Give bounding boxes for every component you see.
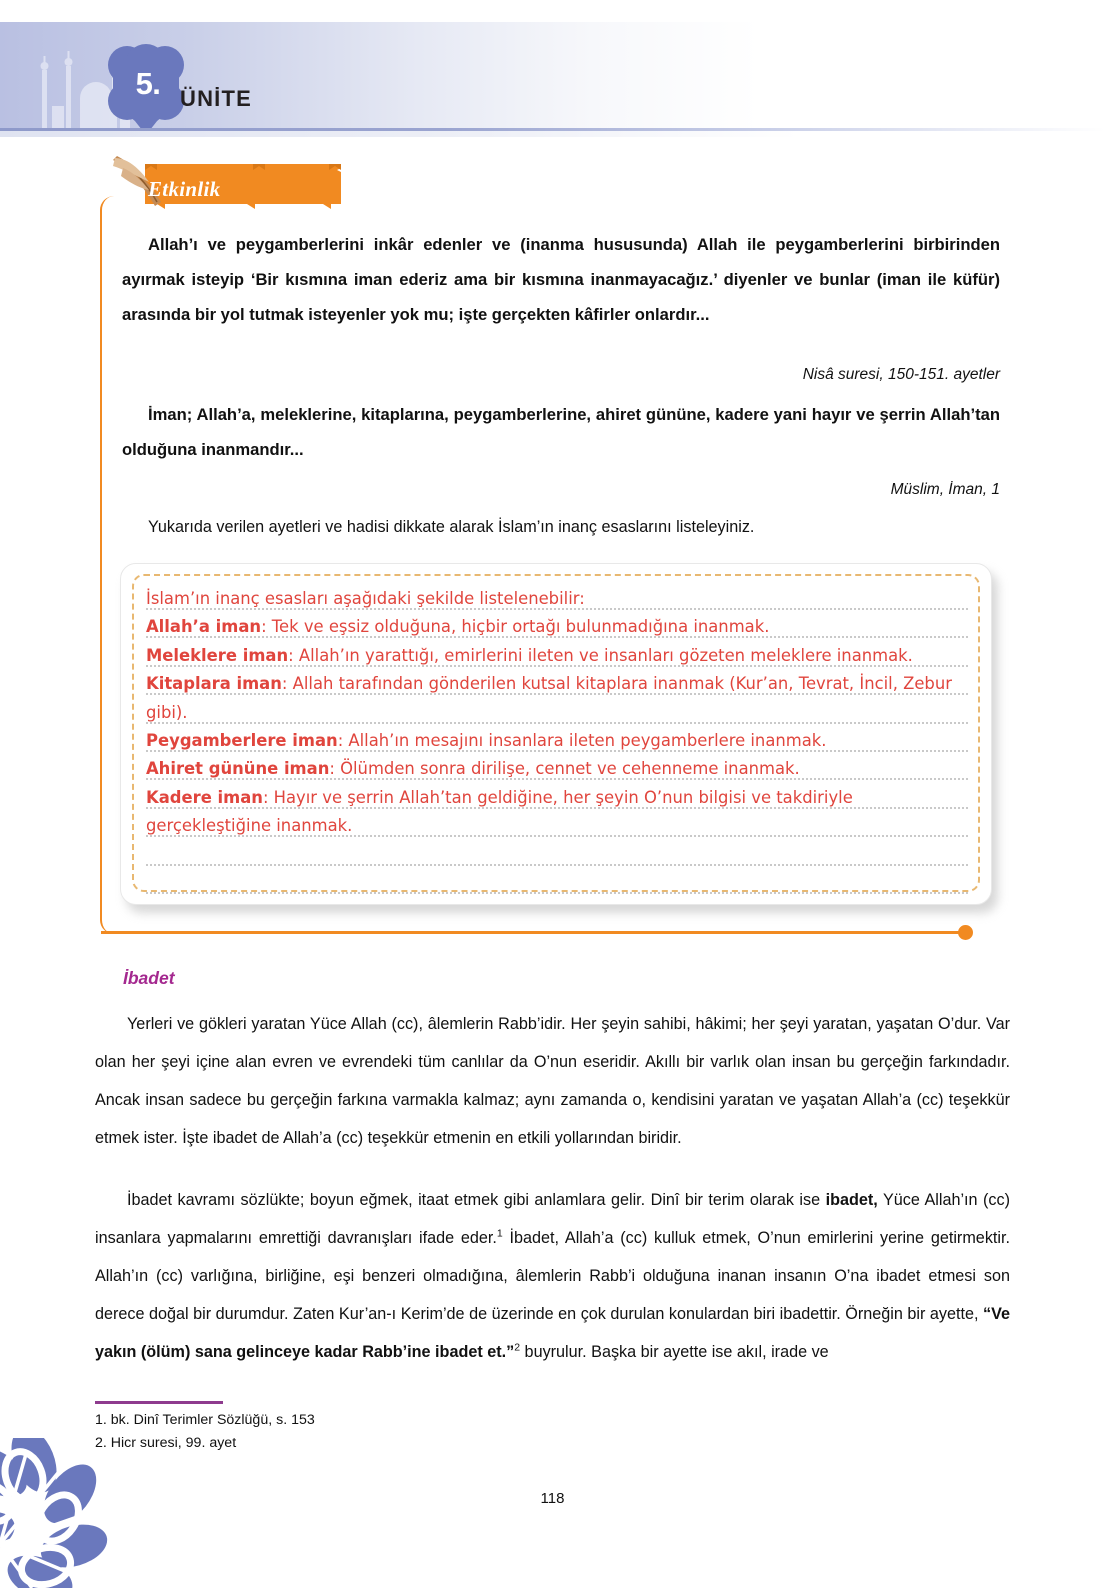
answer-list-item: Allah’a iman: Tek ve eşsiz olduğuna, hiçbir ortağı bulunmadığına inanmak. xyxy=(146,617,770,637)
answer-item-label: Ahiret gününe iman xyxy=(146,759,330,779)
term-ibadet: ibadet, xyxy=(825,1191,878,1209)
answer-list-item: Kitaplara iman: Allah tarafından gönderilen kutsal kitaplara inanmak (Kur’an, Tevrat, İncil, Zebur gibi). xyxy=(146,674,952,722)
body-paragraph-2: İbadet kavramı sözlükte; boyun eğmek, itaat etmek gibi anlamlara gelir. Dinî bir terim olarak ise ibadet, Yüce Allah’ın (cc) insanlara yapmalarını emrettiği davranışları ifade eder.$^1$ İbadet, Allah’a (cc) kulluk etmek, O’nun emirlerini yerine getirmektir. Allah’ın (cc) varlığına, birliğine, eşi benzeri olmadığına, âlemlerin Rabb’i olduğuna inanan insanın O’na ibadet etmesi son derece doğal bir durumdur. Zaten Kur’an-ı Kerim’de de üzerinde en çok durulan konulardan biri ibadettir. Örneğin bir ayette, “Ve yakın (ölüm) sana gelinceye kadar Rabb’ine ibadet et.”$^2$ buyrulur. Başka bir ayette ise akıl, irade ve xyxy=(95,1191,1011,1361)
hadith-source: Müslim, İman, 1 xyxy=(890,481,1000,498)
activity-left-bracket xyxy=(100,196,118,934)
etkinlik-banner xyxy=(105,152,365,216)
answer-lead-line: İslam’ın inanç esasları aşağıdaki şekilde listelenebilir: xyxy=(146,589,585,608)
verse-quote-1: Allah’ı ve peygamberlerini inkâr edenler ve (inanma hususunda) Allah ile peygamberlerini birbirinden ayırmak isteyip ‘Bir kısmına iman ederiz ama bir kısmına inanmayacağız.’ diyenler ve bunlar (iman ile küfür) arasında bir yol tutmak isteyenler yok mu; işte gerçekten kâfirler onlardır... xyxy=(122,235,1000,324)
unit-label: ÜNİTE xyxy=(180,86,252,111)
answer-item-label: Peygamberlere iman xyxy=(146,731,338,751)
footnote-item: 2. Hicr suresi, 99. ayet xyxy=(95,1435,237,1451)
answer-item-label: Meleklere iman xyxy=(146,645,289,665)
answer-list-item: Ahiret gününe iman: Ölümden sonra dirilişe, cennet ve cehenneme inanmak. xyxy=(146,759,800,779)
ruled-line xyxy=(146,864,968,866)
activity-end-dot xyxy=(958,925,973,940)
verse-source-1: Nisâ suresi, 150-151. ayetler xyxy=(802,366,1000,383)
footnote-item: 1. bk. Dinî Terimler Sözlüğü, s. 153 xyxy=(95,1412,315,1428)
ruled-line xyxy=(146,892,968,894)
answer-list-item: Meleklere iman: Allah’ın yarattığı, emirlerini ileten ve insanları gözeten meleklere inanmak. xyxy=(146,645,913,665)
section-heading-ibadet: İbadet xyxy=(123,968,175,988)
footnote-ref-2: 2 xyxy=(514,1341,521,1354)
footnote-divider xyxy=(95,1401,223,1404)
answer-item-label: Kitaplara iman xyxy=(146,674,282,694)
page-number: 118 xyxy=(540,1490,565,1507)
header-divider-shadow xyxy=(0,131,800,137)
answer-list-item: Peygamberlere iman: Allah’ın mesajını insanlara ileten peygamberlere inanmak. xyxy=(146,731,827,751)
answer-item-label: Allah’a iman xyxy=(146,617,262,637)
body-paragraph-1: Yerleri ve gökleri yaratan Yüce Allah (cc), âlemlerin Rabb’idir. Her şeyin sahibi, hâkimi; her şeyi yaratan, yaşatan O’dur. Var olan her şeyi içine alan evren ve evrendeki tüm canlılar da O’nun eseridir. Akıllı bir varlık olan insan bu gerçeğin farkındadır. Ancak insan sadece bu gerçeğin farkına varmakla kalmaz; aynı zamanda o, kendisini yaratan ve yaşatan Allah’a (cc) teşekkür etmek ister. İşte ibadet de Allah’a (cc) teşekkür etmenin en etkili yollarından biridir. xyxy=(95,1015,1010,1147)
answer-list-item: Kadere iman: Hayır ve şerrin Allah’tan geldiğine, her şeyin O’nun bilgisi ve takdiriyle gerçekleştiğine inanmak. xyxy=(146,787,853,836)
quoted-verse-inline: “Ve yakın (ölüm) sana gelinceye kadar Rabb’ine ibadet et.” xyxy=(95,1305,1010,1361)
unit-number: 5. xyxy=(135,65,161,101)
answer-handwriting xyxy=(146,585,976,841)
activity-instruction: Yukarıda verilen ayetleri ve hadisi dikkate alarak İslam’ın inanç esaslarını listeleyiniz. xyxy=(148,518,755,536)
answer-item-label: Kadere iman xyxy=(146,787,263,807)
footnote-ref-1: 1 xyxy=(496,1227,503,1240)
etkinlik-label: Etkinlik xyxy=(148,177,221,201)
activity-bottom-rule xyxy=(101,931,965,934)
flower-ornament-icon xyxy=(0,1438,152,1588)
hadith-quote: İman; Allah’a, meleklerine, kitaplarına, peygamberlerine, ahiret gününe, kadere yani hayır ve şerrin Allah’tan olduğuna inanmandır... xyxy=(122,405,1000,459)
